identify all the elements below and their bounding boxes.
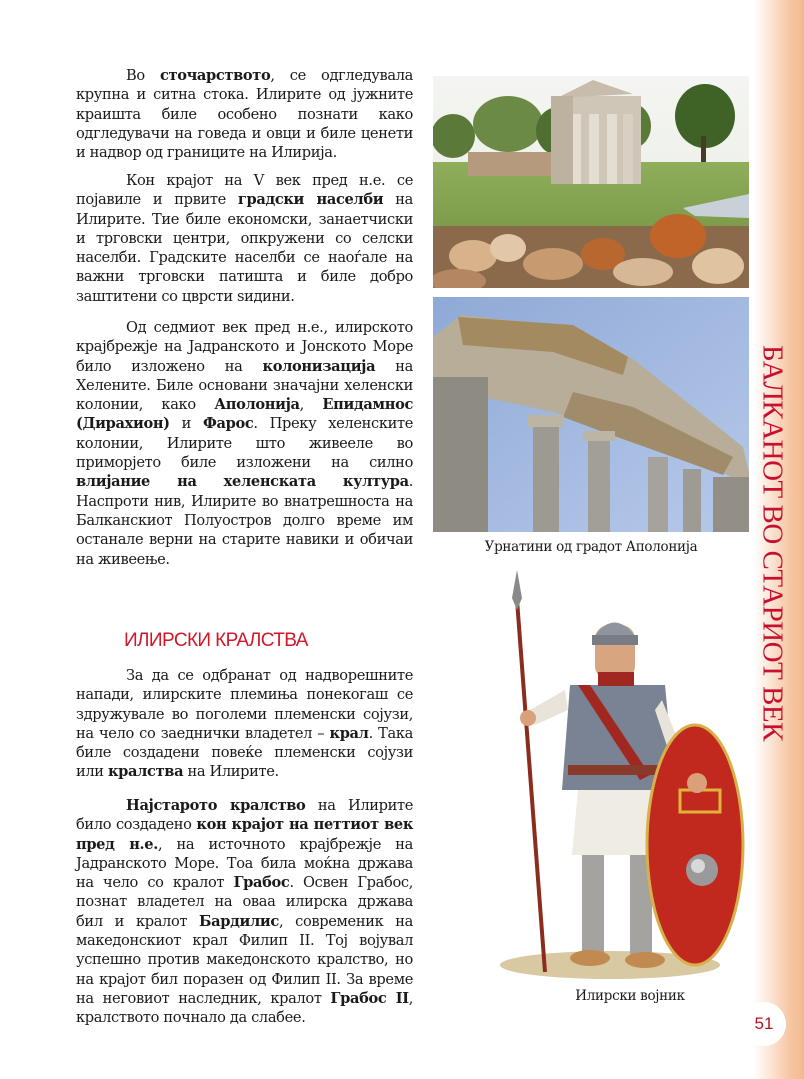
text-run: на Илирите. bbox=[183, 763, 279, 781]
text-run: . Освен Грабос, познат владетел на оваа илирска држава бил и кралот bbox=[76, 874, 413, 930]
text-run: , bbox=[299, 396, 323, 414]
shield bbox=[647, 725, 743, 965]
paragraph-tribal-unions bbox=[76, 666, 413, 782]
chapter-title: БАЛКАНОТ ВО СТАРИОТ ВЕК bbox=[756, 345, 789, 741]
bold-term: Грабос bbox=[233, 874, 290, 892]
page-number-badge bbox=[742, 1002, 786, 1046]
paragraph-oldest-kingdom bbox=[76, 796, 413, 1028]
page-number: 51 bbox=[754, 1014, 774, 1033]
text-run: на Илирите. Тие биле економски, занаетчиски и трговски центри, опкружени со селски населби. Градските населби се наоѓале на важни трговски патишта и биле добро заштитени со цврсти ѕидини. bbox=[76, 191, 413, 305]
paragraph-livestock bbox=[76, 66, 413, 162]
bold-term: Фарос bbox=[203, 415, 254, 433]
text-run: За да се одбранат од надворешните напади, илирските племиња понекогаш се здружувале во поголеми племенски сојузи, на чело со заеднички владетел – bbox=[76, 667, 413, 742]
text-run: . Преку хеленските колонии, Илирите што живееле во приморјето биле изложени на силно bbox=[76, 415, 413, 472]
bold-term: кон крајот на петтиот век пред н.е. bbox=[76, 816, 414, 853]
caption-warrior: Илирски војник bbox=[575, 988, 685, 1004]
text-run: , кралството почнало да слабее. bbox=[76, 989, 413, 1027]
bold-term: Најстарото кралство bbox=[126, 797, 306, 814]
text-run: , на источното крајбрежје на Јадранското Море. Тоа била моќна држава на чело со кралот bbox=[76, 835, 413, 892]
section-heading: ИЛИРСКИ КРАЛСТВА bbox=[124, 630, 308, 651]
chapter-title-vertical bbox=[747, 345, 797, 741]
text-run: , се одгледувала крупна и ситна стока. Илирите од јужните краишта биле особено познати како одгледувачи на говеда и овци и биле ценети и надвор од границите на Илирија. bbox=[76, 67, 413, 162]
text-run: Кон крајот на V век пред н.е. се појавиле и првите bbox=[76, 172, 413, 209]
bold-term: крал bbox=[329, 724, 369, 742]
text-run: . Наспроти нив, Илирите во внатрешноста на Балканскиот Полуостров долго време им останале верни на старите навики и обичаи на живеење. bbox=[76, 473, 413, 568]
bold-term: сточарството bbox=[159, 67, 271, 84]
photo-ruins-site bbox=[433, 76, 749, 288]
bold-term: кралства bbox=[107, 763, 184, 781]
text-run: на Илирите било создадено bbox=[76, 797, 413, 834]
bold-term: влијание на хеленската култура bbox=[76, 473, 409, 491]
text-run: Во bbox=[126, 67, 160, 84]
bold-term: колонизација bbox=[262, 357, 376, 375]
text-run: и bbox=[169, 415, 204, 433]
paragraph-hellenic-colonization bbox=[76, 318, 413, 569]
text-run: . Така биле создадени повеќе племенски сојузи или bbox=[76, 724, 413, 781]
paragraph-urban-settlements bbox=[76, 171, 413, 306]
photo-ruins-colonnade bbox=[433, 297, 749, 532]
bold-term: Епидамнос (Дирахион) bbox=[76, 396, 413, 433]
text-run: на Хелените. Биле основани значајни хеленски колонии, како bbox=[76, 357, 413, 414]
text-run: Од седмиот век пред н.е., илирското крајбрежје на Јадранското и Јонското Море било изложено на bbox=[76, 319, 413, 375]
colonnade-illustration bbox=[433, 297, 749, 532]
text-run: , современик на македонскиот крал Филип II. Тој војувал успешно против македонското кралство, но на крајот бил поразен од Филип II. За време на неговиот наследник, кралот bbox=[76, 912, 413, 1007]
warrior-illustration bbox=[490, 570, 750, 980]
bold-term: Аполонија bbox=[214, 396, 300, 414]
ruins-site-illustration bbox=[433, 76, 749, 288]
bold-term: Грабос II bbox=[330, 989, 409, 1007]
caption-apollonia: Урнатини од градот Аполонија bbox=[484, 539, 698, 555]
illustration-illyrian-warrior bbox=[490, 570, 750, 980]
bold-term: Бардилис bbox=[199, 912, 279, 930]
bold-term: градски населби bbox=[237, 191, 384, 209]
